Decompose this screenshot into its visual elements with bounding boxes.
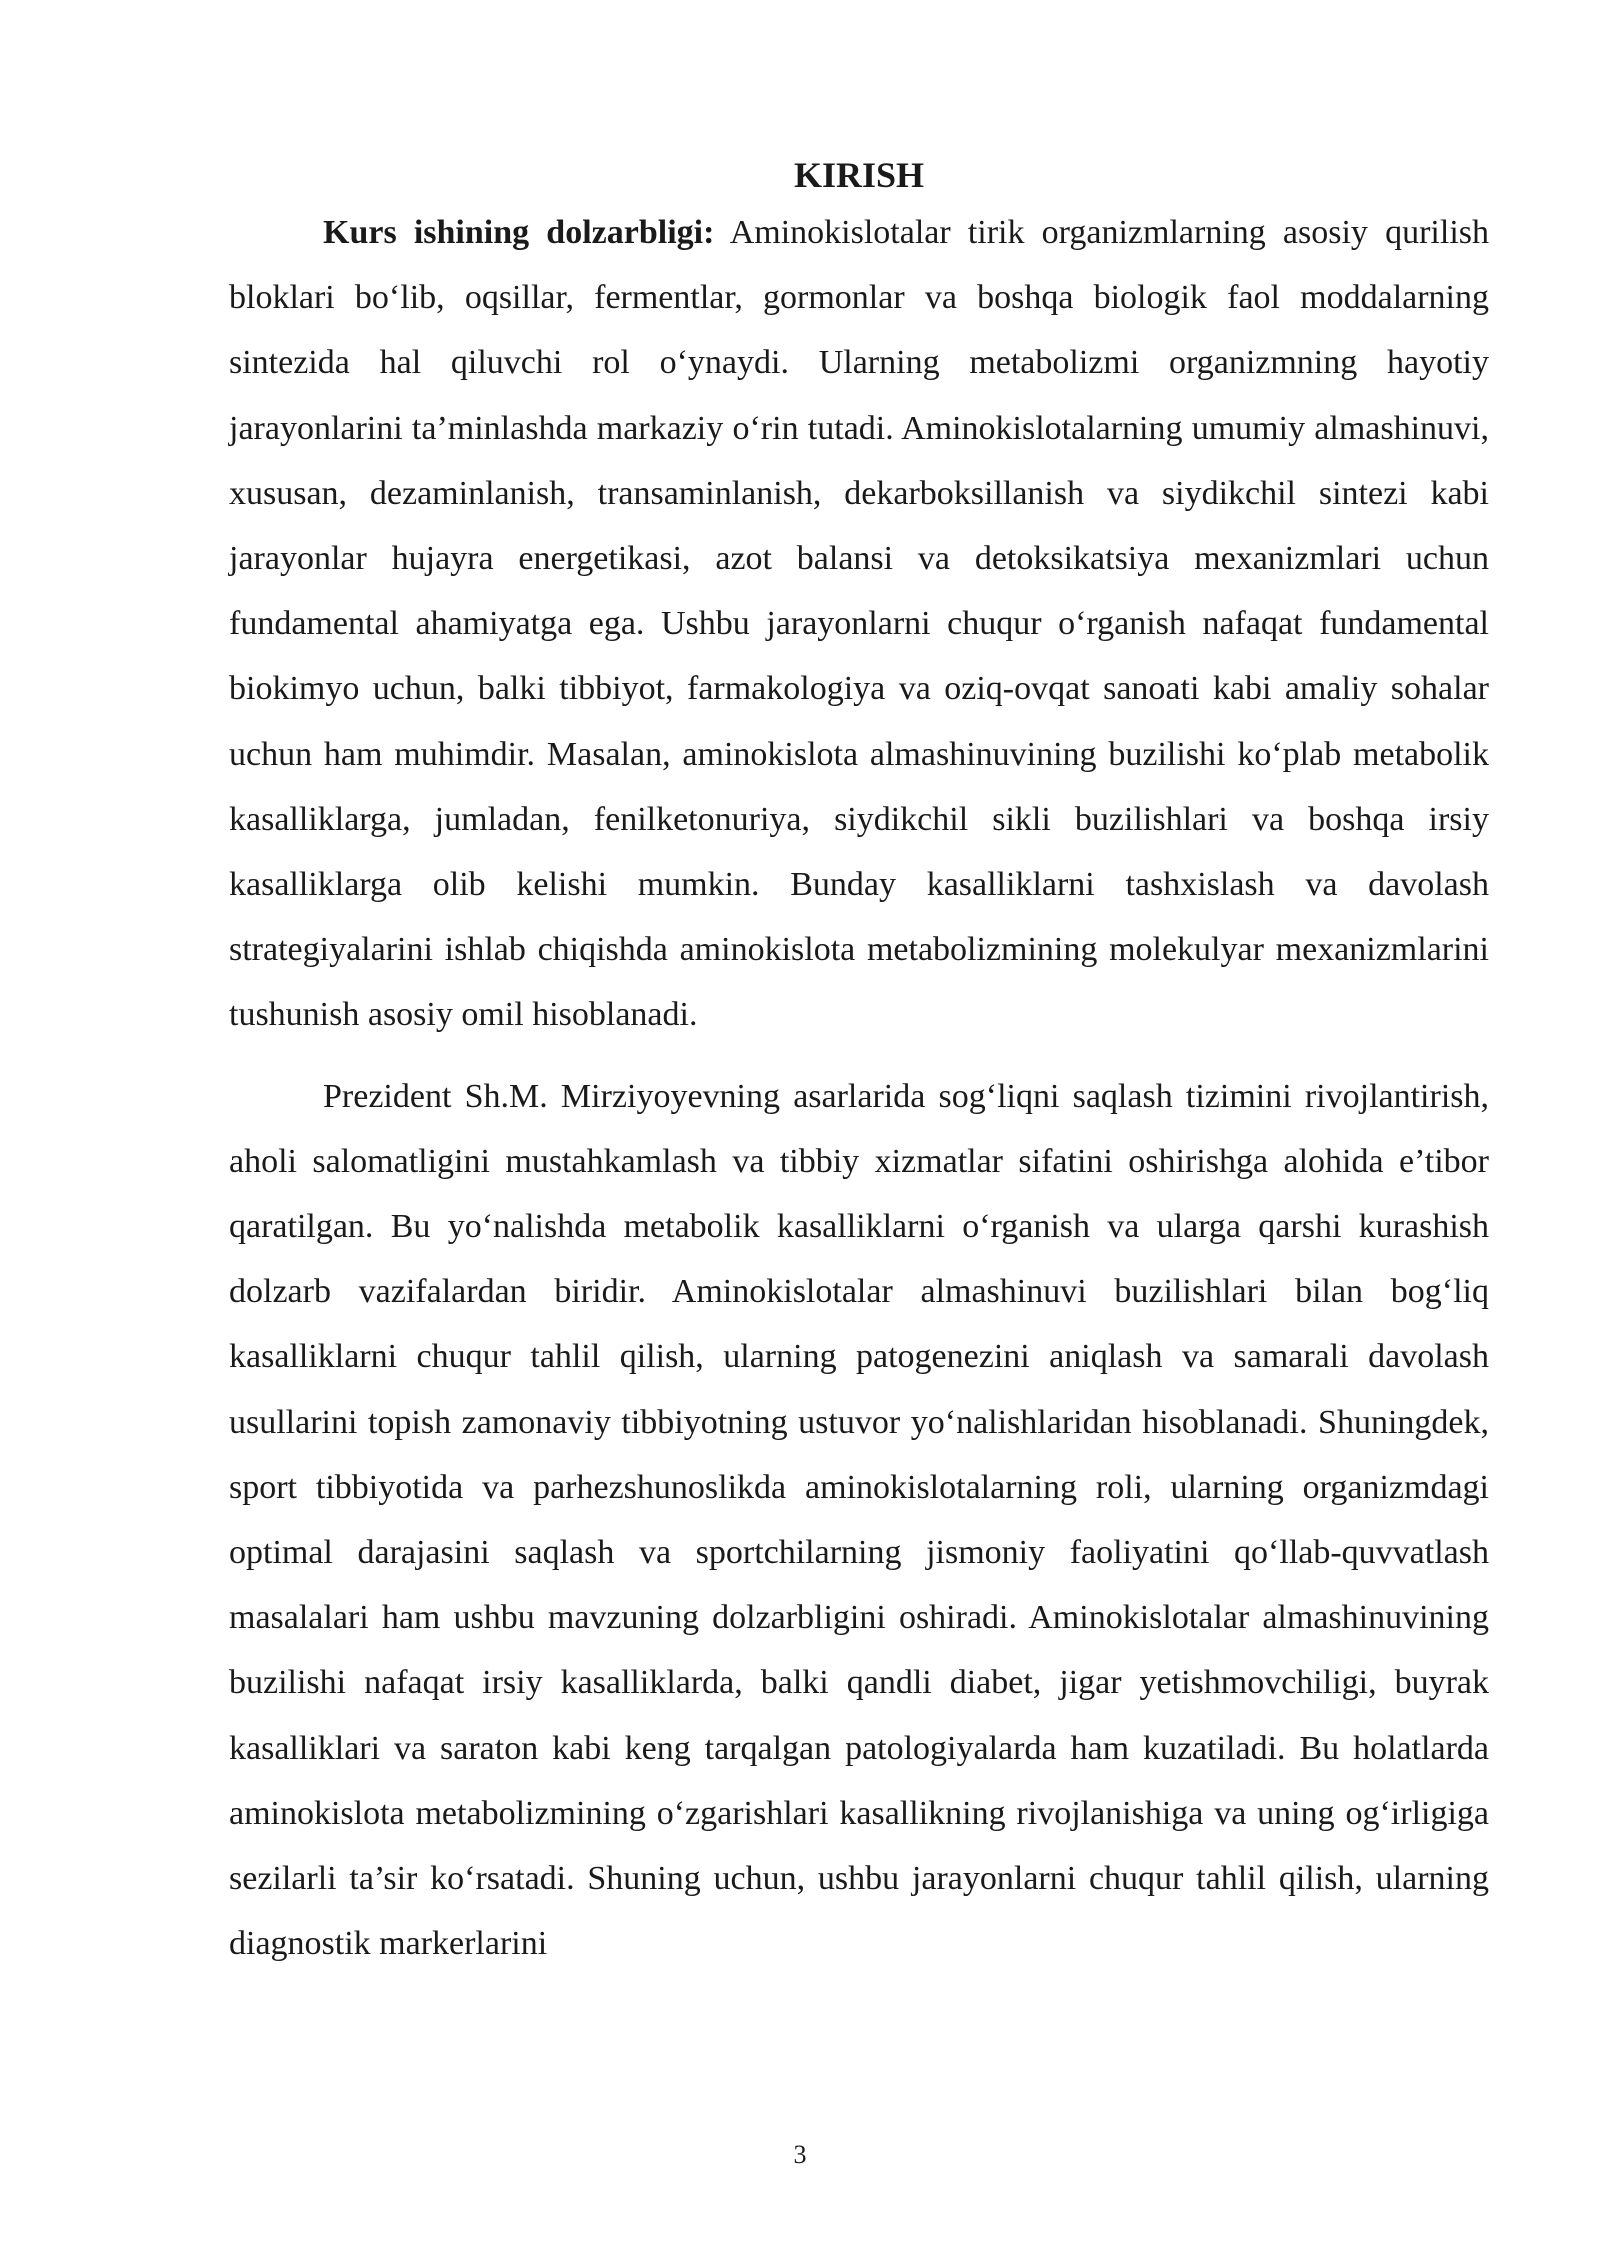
paragraph-lead: Kurs ishining dolzarbligi: [323, 214, 715, 251]
page-content [229, 150, 1489, 1976]
section-title: KIRISH [793, 155, 925, 195]
page-number: 3 [793, 2140, 807, 2169]
paragraph-relevance [229, 200, 1489, 1048]
paragraph-text: Prezident Sh.M. Mirziyoyevning asarlarida sog‘liqni saqlash tizimini rivojlantirish, aholi salomatligini mustahkamlash va tibbiy xizmatlar sifatini oshirishga alohida e’tibor qaratilgan. Bu yo‘nalishda metabolik kasalliklarni o‘rganish va ularga qarshi kurashish dolzarb vazifalardan biridir. Aminokislotalar almashinuvi buzilishlari bilan bog‘liq kasalliklarni chuqur tahlil qilish, ularning patogenezini aniqlash va samarali davolash usullarini topish zamonaviy tibbiyotning ustuvor yo‘nalishlaridan hisoblanadi. Shuningdek, sport tibbiyotida va parhezshunoslikda aminokislotalarning roli, ularning organizmdagi optimal darajasini saqlash va sportchilarning jismoniy faoliyatini qo‘llab-quvvatlash masalalari ham ushbu mavzuning dolzarbligini oshiradi. Aminokislotalar almashinuvining buzilishi nafaqat irsiy kasalliklarda, balki qandli diabet, jigar yetishmovchiligi, buyrak kasalliklari va saraton kabi keng tarqalgan patologiyalarda ham kuzatiladi. Bu holatlarda aminokislota metabolizmining o‘zgarishlari kasallikning rivojlanishiga va uning og‘irligiga sezilarli ta’sir ko‘rsatadi. Shuning uchun, ushbu jarayonlarni chuqur tahlil qilish, ularning diagnostik markerlarini [229, 1077, 1489, 1963]
paragraph-text: Aminokislotalar tirik organizmlarning asosiy qurilish bloklari bo‘lib, oqsillar, fermentlar, gormonlar va boshqa biologik faol moddalarning sintezida hal qiluvchi rol o‘ynaydi. Ularning metabolizmi organizmning hayotiy jarayonlarini ta’minlashda markaziy o‘rin tutadi. Aminokislotalarning umumiy almashinuvi, xususan, dezaminlanish, transaminlanish, dekarboksillanish va siydikchil sintezi kabi jarayonlar hujayra energetikasi, azot balansi va detoksikatsiya mexanizmlari uchun fundamental ahamiyatga ega. Ushbu jarayonlarni chuqur o‘rganish nafaqat fundamental biokimyo uchun, balki tibbiyot, farmakologiya va oziq-ovqat sanoati kabi amaliy sohalar uchun ham muhimdir. Masalan, aminokislota almashinuvining buzilishi ko‘plab metabolik kasalliklarga, jumladan, fenilketonuriya, siydikchil sikli buzilishlari va boshqa irsiy kasalliklarga olib kelishi mumkin. Bunday kasalliklarni tashxislash va davolash strategiyalarini ishlab chiqishda aminokislota metabolizmining molekulyar mexanizmlarini tushunish asosiy omil hisoblanadi. [229, 214, 1489, 1034]
paragraph-president [229, 1064, 1489, 1977]
